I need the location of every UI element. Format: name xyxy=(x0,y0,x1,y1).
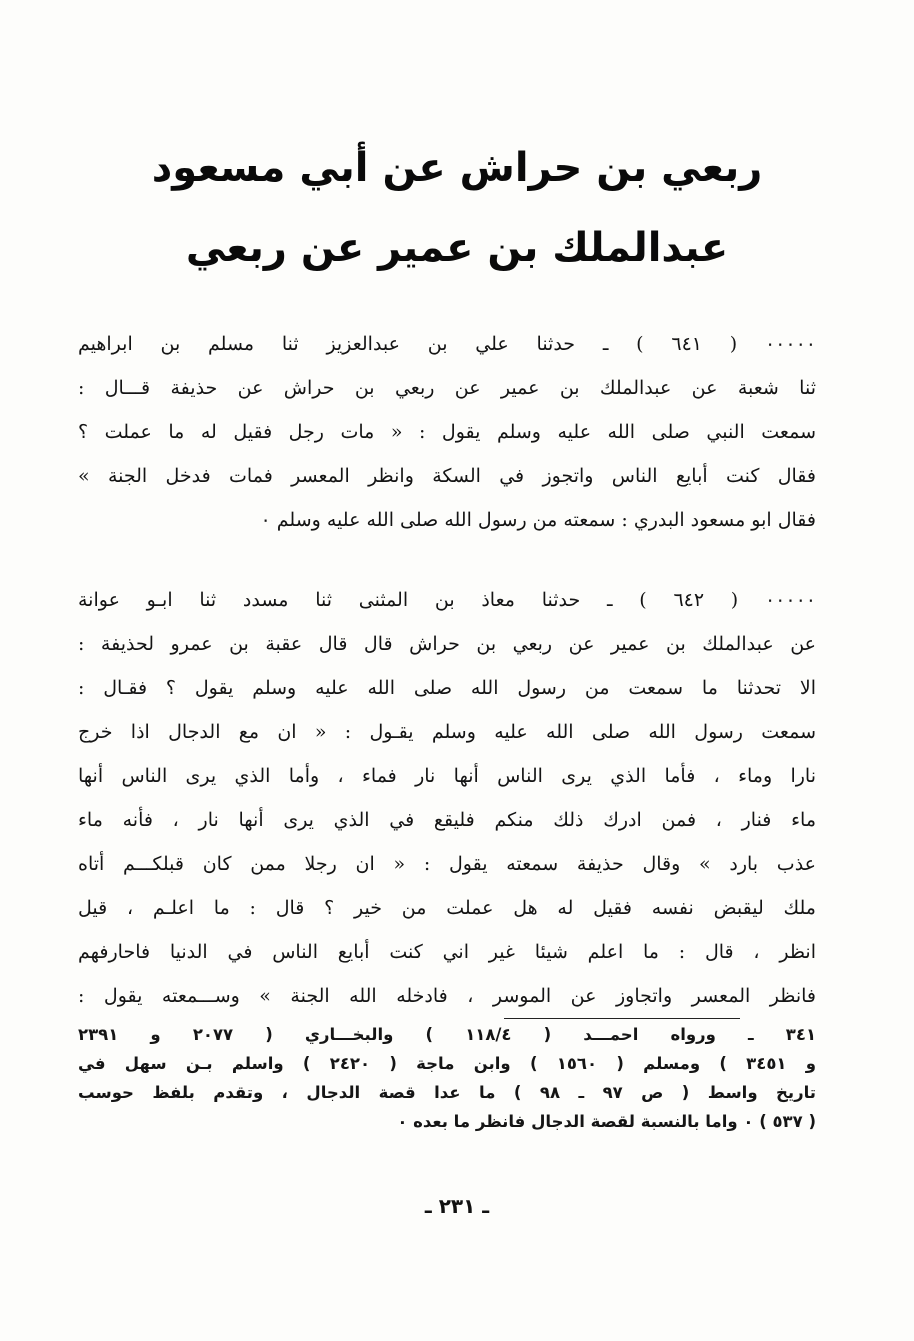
page-number: ـ ٢٣١ ـ xyxy=(424,1194,490,1218)
footnote-line: ٣٤١ ـ ورواه احمـــد ( ١١٨/٤ ) والبخـــاري ( ٢٠٧٧ و ٢٣٩١ xyxy=(78,1025,816,1044)
hadith-641 xyxy=(78,322,816,542)
footnote-divider xyxy=(504,1018,740,1019)
footnote-line: تاريخ واسط ( ص ٩٧ ـ ٩٨ ) ما عدا قصة الدجال ، وتقدم بلفظ حوسب xyxy=(78,1083,816,1102)
hadith-line: فقال كنت أبايع الناس واتجوز في السكة وانظر المعسر فمات فدخل الجنة » xyxy=(78,465,816,487)
chapter-title: ربعي بن حراش عن أبي مسعود xyxy=(151,145,763,191)
chapter-subtitle: عبدالملك بن عمير عن ربعي xyxy=(185,225,729,271)
hadith-line: الا تحدثنا ما سمعت من رسول الله صلى الله عليه وسلم يقول ؟ فقـال : xyxy=(78,677,816,699)
hadith-line: فانظر المعسر واتجاوز عن الموسر ، فادخله الله الجنة » وســـمعته يقول : xyxy=(78,985,816,1007)
footnote-line: و ٣٤٥١ ) ومسلم ( ١٥٦٠ ) وابن ماجة ( ٢٤٢٠ ) واسلم بـن سهل في xyxy=(78,1054,816,1073)
hadith-line: عذب بارد » وقال حذيفة سمعته يقول : « ان رجلا ممن كان قبلكـــم أتاه xyxy=(78,853,816,875)
hadith-line: ٠٠٠٠٠ ( ٦٤٢ ) ـ حدثنا معاذ بن المثنى ثنا مسدد ثنا ابـو عوانة xyxy=(78,589,816,611)
hadith-line: ٠٠٠٠٠ ( ٦٤١ ) ـ حدثنا علي بن عبدالعزيز ثنا مسلم بن ابراهيم xyxy=(78,333,816,355)
hadith-line: ثنا شعبة عن عبدالملك بن عمير عن ربعي بن حراش عن حذيفة قـــال : xyxy=(78,377,816,399)
hadith-line: فقال ابو مسعود البدري : سمعته من رسول الله صلى الله عليه وسلم ٠ xyxy=(260,509,816,531)
hadith-642 xyxy=(78,578,816,1018)
hadith-line: سمعت رسول الله صلى الله عليه وسلم يقـول : « ان مع الدجال اذا خرج xyxy=(78,721,816,743)
hadith-line: ماء فنار ، فمن ادرك ذلك منكم فليقع في الذي يرى أنها نار ، فأنه ماء xyxy=(78,809,816,831)
hadith-line: ملك ليقبض نفسه فقيل له هل عملت من خير ؟ قال : ما اعلـم ، قيل xyxy=(78,897,816,919)
footnote-line: ( ٥٣٧ ) ٠ واما بالنسبة لقصة الدجال فانظر ما بعده ٠ xyxy=(397,1112,816,1131)
hadith-line: عن عبدالملك بن عمير عن ربعي بن حراش قال قال عقبة بن عمرو لحذيفة : xyxy=(78,633,816,655)
hadith-line: سمعت النبي صلى الله عليه وسلم يقول : « مات رجل فقيل له ما عملت ؟ xyxy=(78,421,816,443)
hadith-line: نارا وماء ، فأما الذي يرى الناس أنها نار فماء ، وأما الذي يرى الناس أنها xyxy=(78,765,816,787)
footnotes xyxy=(78,1020,816,1136)
hadith-line: انظر ، قال : ما اعلم شيئا غير اني كنت أبايع الناس في الدنيا فاحارفهم xyxy=(78,941,816,963)
